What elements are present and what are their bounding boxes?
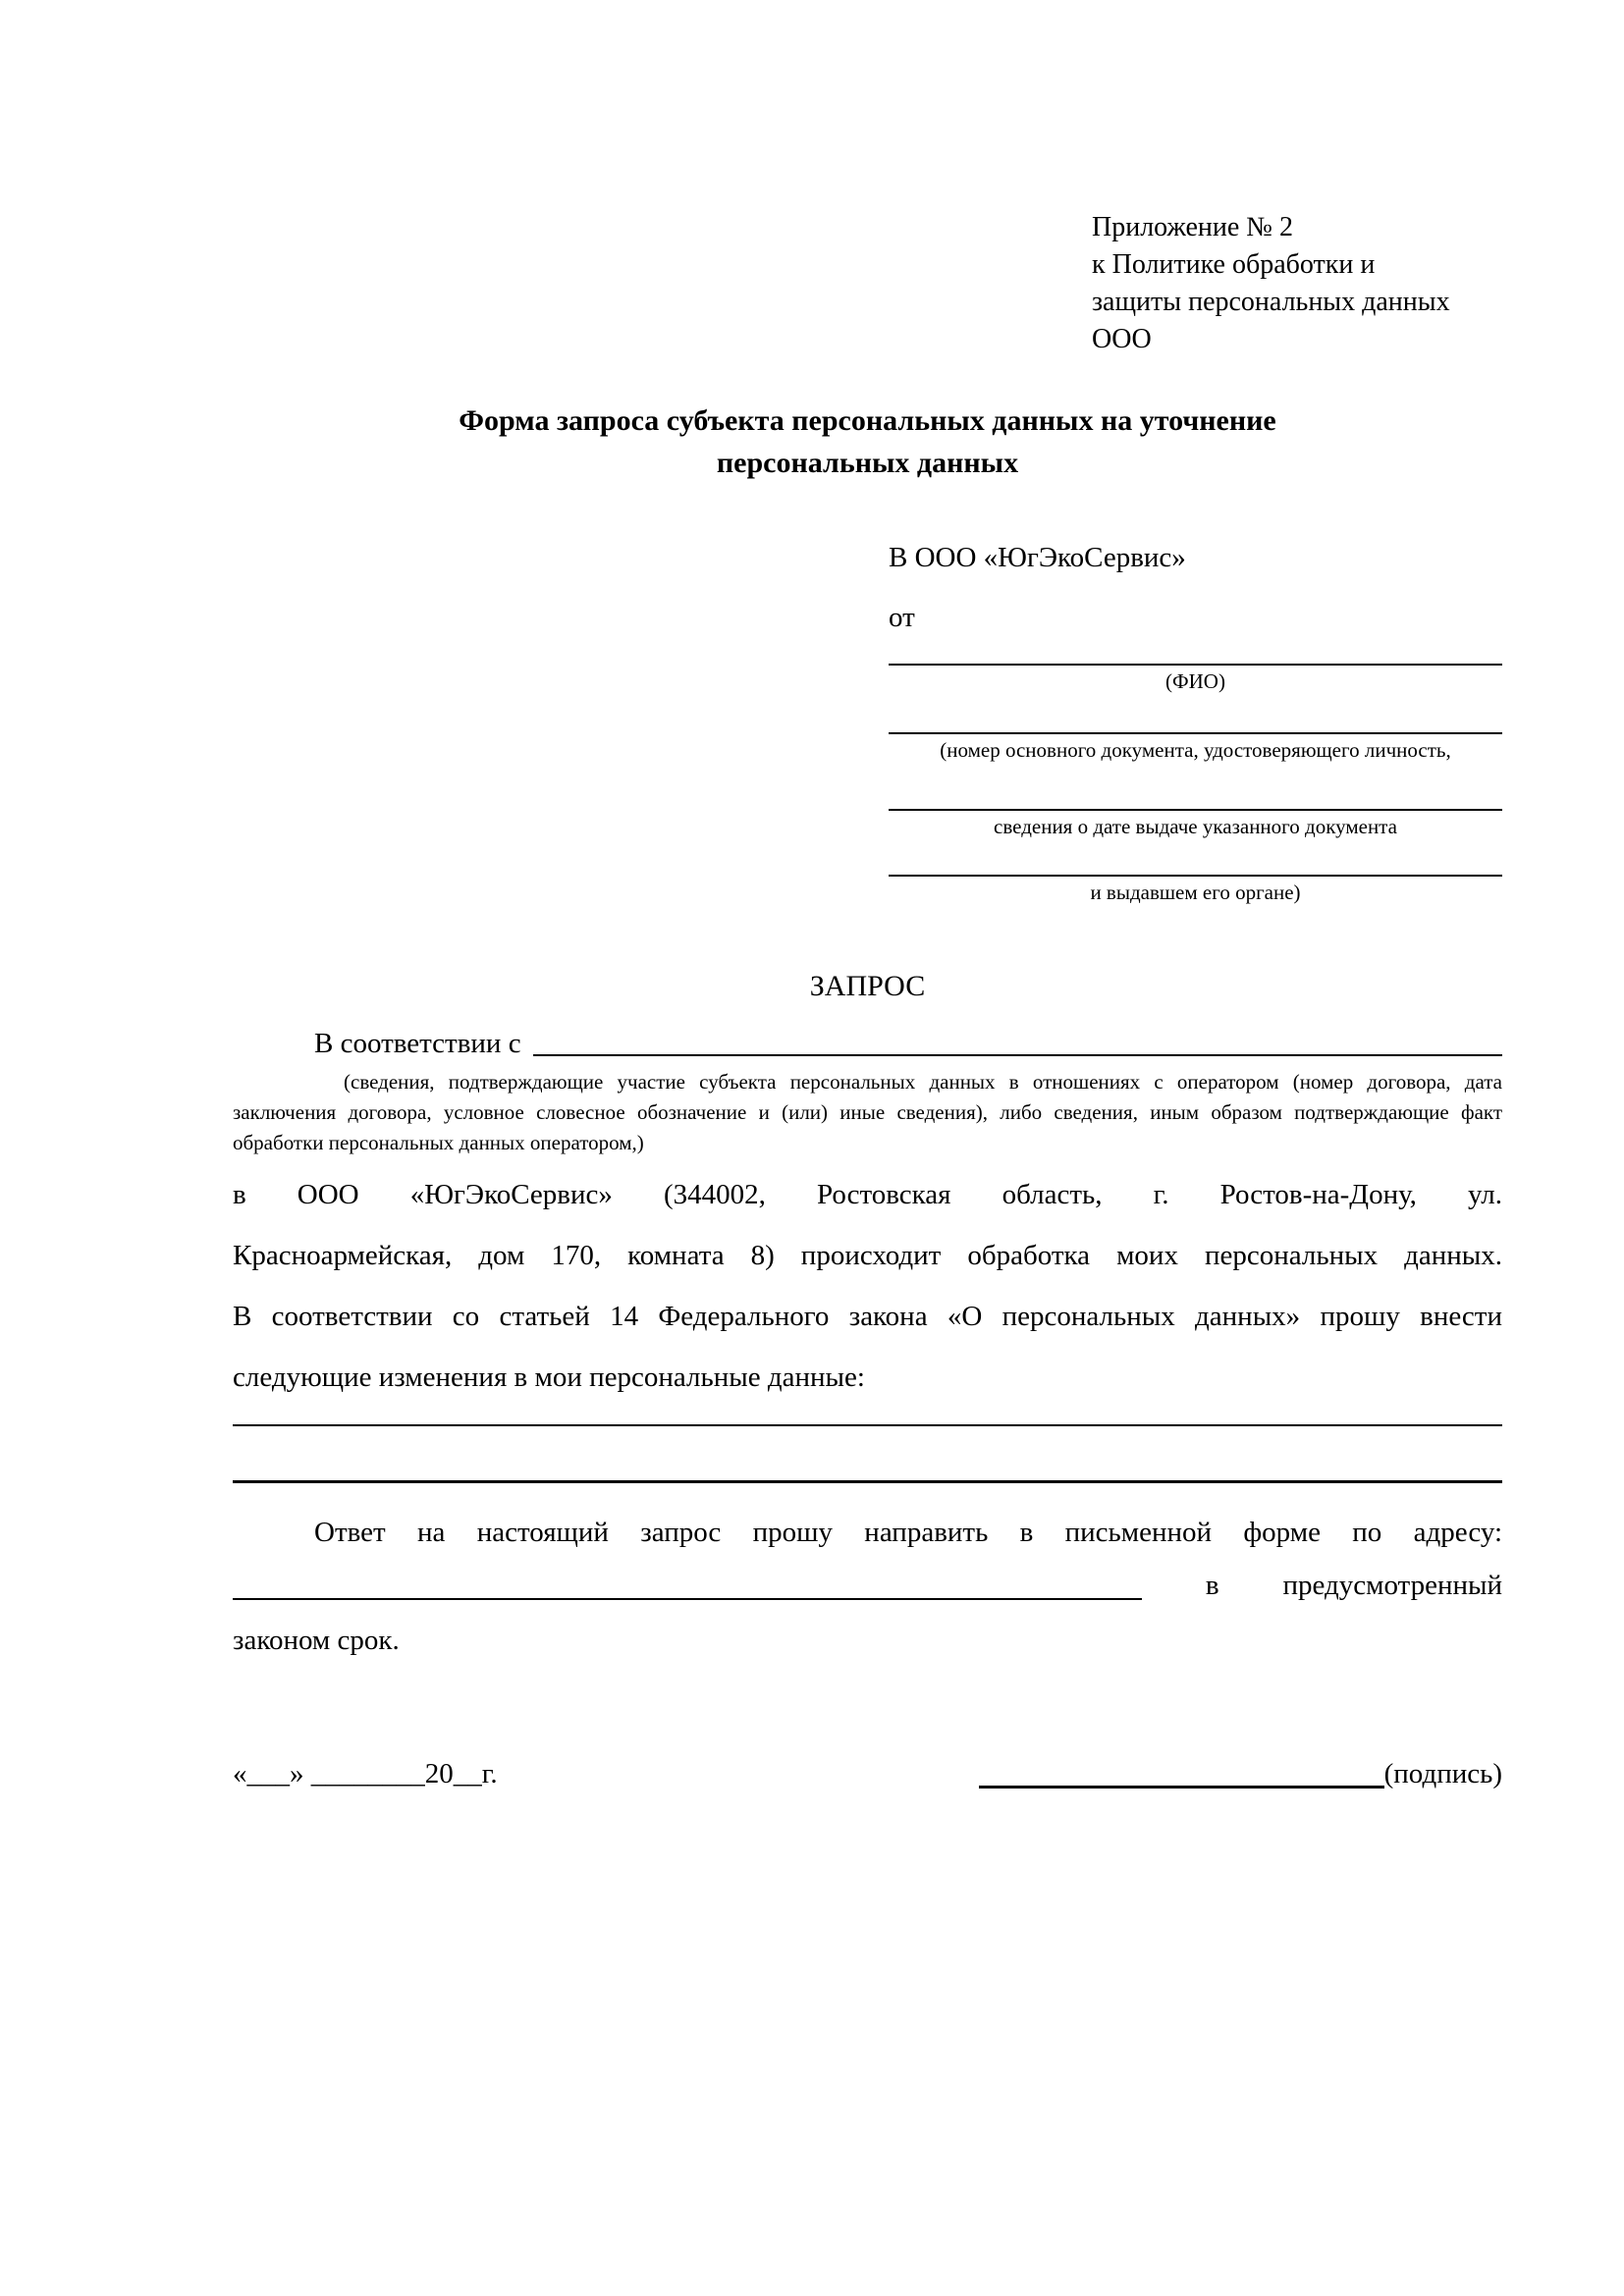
basis-field-line[interactable] xyxy=(533,1054,1502,1056)
date-blank[interactable]: «___» ________20__г. xyxy=(233,1758,498,1789)
request-heading: ЗАПРОС xyxy=(809,970,926,1002)
appendix-line: к Политике обработки и xyxy=(1092,249,1376,280)
appendix-line: Приложение № 2 xyxy=(1092,212,1293,242)
document-number-caption: (номер основного документа, удостоверяющего личность, xyxy=(940,738,1451,762)
body-paragraph xyxy=(233,1164,1502,1408)
signature-group xyxy=(979,1754,1502,1793)
body-line: Красноармейская, дом 170, комната 8) происходит обработка моих персональных данных. xyxy=(233,1240,1502,1271)
issuing-authority-field xyxy=(889,875,1502,904)
from-label: от xyxy=(889,602,915,633)
fio-field xyxy=(889,664,1502,693)
accordance-caption xyxy=(233,1067,1502,1158)
changes-field-line-1[interactable] xyxy=(233,1424,1502,1426)
accordance-prefix: В соответствии с xyxy=(314,1028,521,1059)
changes-field-line-2[interactable] xyxy=(233,1480,1502,1483)
answer-tail-word: предусмотренный xyxy=(1282,1570,1502,1601)
footer-row xyxy=(233,1754,1502,1793)
form-title-line: Форма запроса субъекта персональных данных на уточнение xyxy=(459,404,1276,437)
accordance-row xyxy=(233,1028,1502,1059)
body-line: в ООО «ЮгЭкоСервис» (344002, Ростовская область, г. Ростов-на-Дону, ул. xyxy=(233,1179,1502,1210)
appendix-line: защиты персональных данных xyxy=(1092,287,1450,317)
accordance-caption-line: (сведения, подтверждающие участие субъекта персональных данных в отношениях с оператором (номер договора, дата xyxy=(344,1070,1502,1094)
accordance-caption-line: обработки персональных данных оператором,) xyxy=(233,1131,644,1154)
issue-date-field xyxy=(889,809,1502,838)
answer-paragraph-line-2 xyxy=(233,1566,1502,1605)
addressee-organization: В ООО «ЮгЭкоСервис» xyxy=(889,542,1186,573)
answer-tail-word: в xyxy=(1205,1570,1219,1601)
address-field-line[interactable] xyxy=(233,1598,1142,1600)
appendix-line: ООО xyxy=(1092,324,1152,354)
issue-date-caption: сведения о дате выдаче указанного документа xyxy=(994,815,1397,838)
body-line: В соответствии со статьей 14 Федерального закона «О персональных данных» прошу внести xyxy=(233,1301,1502,1332)
addressee-block xyxy=(889,543,1502,904)
signature-caption: (подпись) xyxy=(1383,1758,1502,1789)
form-title-line: персональных данных xyxy=(716,447,1019,479)
document-number-field-line[interactable] xyxy=(889,732,1502,734)
issuing-authority-field-line[interactable] xyxy=(889,875,1502,877)
body-line: следующие изменения в мои персональные данные: xyxy=(233,1362,865,1393)
fio-caption: (ФИО) xyxy=(1165,669,1225,693)
issuing-authority-caption: и выдавшем его органе) xyxy=(1090,881,1301,904)
accordance-caption-line: заключения договора, условное словесное обозначение и (или) иные сведения), либо сведения, иным образом подтверждающие факт xyxy=(233,1100,1502,1124)
form-title xyxy=(233,400,1502,484)
issue-date-field-line[interactable] xyxy=(889,809,1502,811)
answer-paragraph-line-3: законом срок. xyxy=(233,1625,400,1656)
answer-paragraph-line-1: Ответ на настоящий запрос прошу направить в письменной форме по адресу: xyxy=(314,1517,1502,1548)
signature-field-line[interactable] xyxy=(979,1786,1384,1789)
appendix-note xyxy=(1092,209,1502,358)
document-number-field xyxy=(889,732,1502,762)
fio-field-line[interactable] xyxy=(889,664,1502,666)
